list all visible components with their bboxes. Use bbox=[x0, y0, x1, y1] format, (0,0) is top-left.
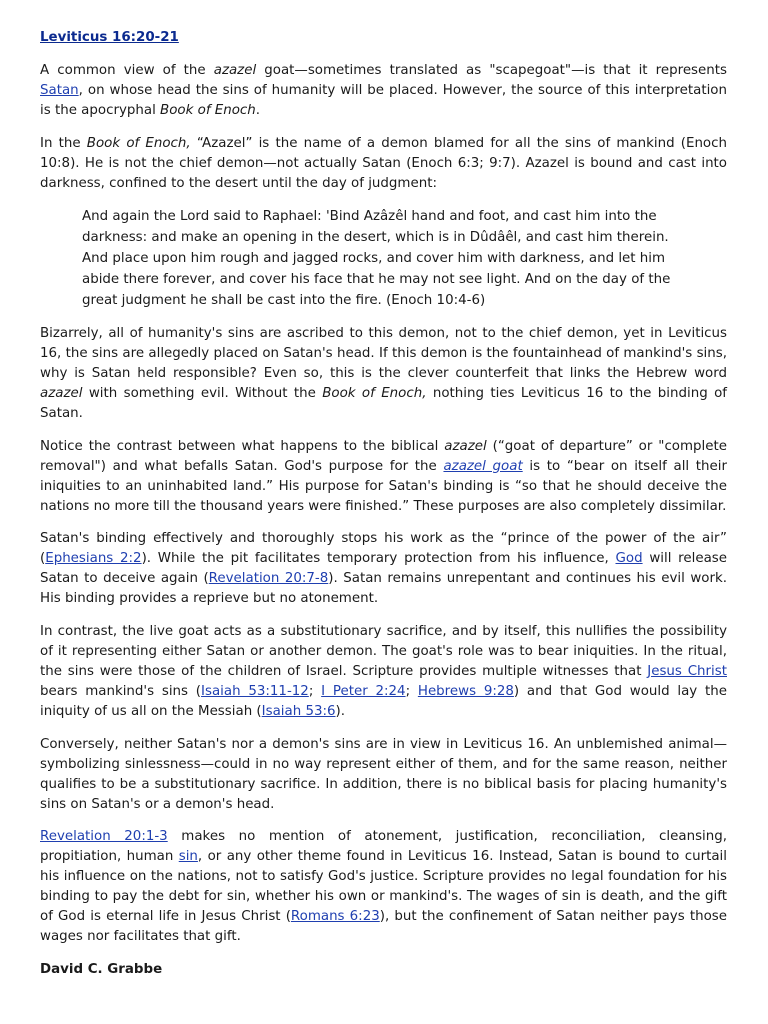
text-italic: azazel bbox=[444, 438, 487, 454]
revelation-20-1-link[interactable]: Revelation 20:1-3 bbox=[40, 829, 168, 845]
paragraph-6 bbox=[40, 622, 727, 722]
satan-link[interactable]: Satan bbox=[40, 83, 79, 98]
author-name: David C. Grabbe bbox=[40, 961, 163, 977]
text: bears mankind's sins ( bbox=[40, 683, 202, 699]
text-italic: azazel bbox=[40, 386, 83, 402]
text: ). Satan remains unrepentant and continues his evil work. His binding provides a reprieve but no atonement. bbox=[40, 571, 727, 607]
heading-scripture-link[interactable]: Leviticus 16:20-21 bbox=[40, 30, 179, 45]
text: (“goat of departure” or "complete removal") and what befalls Satan. God's purpose for the bbox=[40, 438, 727, 474]
paragraph-4 bbox=[40, 437, 727, 517]
jesus-christ-link[interactable]: Jesus Christ bbox=[647, 663, 727, 679]
azazel-goat-link[interactable] bbox=[443, 459, 522, 474]
text: Satan's binding effectively and thoroughly stops his work as the “prince of the power of the air” ( bbox=[40, 531, 727, 567]
text: ). While the pit facilitates temporary protection from his influence, bbox=[141, 551, 616, 567]
text: makes no mention of atonement, justification, reconciliation, cleansing, propitiation, human bbox=[40, 829, 728, 865]
paragraph-8 bbox=[40, 827, 727, 947]
revelation-20-7-link[interactable]: Revelation 20:7-8 bbox=[208, 571, 329, 587]
text: Notice the contrast between what happens to the biblical bbox=[40, 438, 445, 454]
romans-6-23-link[interactable]: Romans 6:23 bbox=[290, 909, 380, 925]
text: “Azazel” is the name of a demon blamed for all the sins of mankind (Enoch 10:8). He is not the chief demon—not actually Satan (Enoch 6:3; 9:7). Azazel is bound and cast into darkness, confined to the desert until the day of judgment: bbox=[40, 135, 727, 191]
text: A common view of the bbox=[40, 63, 214, 78]
text-italic: Book of Enoch, bbox=[322, 386, 427, 402]
hebrews-9-28-link[interactable]: Hebrews 9:28 bbox=[417, 683, 514, 699]
god-link[interactable]: God bbox=[615, 551, 643, 567]
text: with something evil. Without the bbox=[82, 386, 323, 402]
peter-2-24-link[interactable]: I Peter 2:24 bbox=[321, 683, 406, 699]
ephesians-link[interactable]: Ephesians 2:2 bbox=[45, 551, 142, 567]
paragraph-2 bbox=[40, 134, 727, 194]
link-text: azazel goat bbox=[443, 458, 523, 474]
text: goat—sometimes translated as "scapegoat"—is that it represents bbox=[256, 63, 727, 78]
article-heading bbox=[40, 28, 727, 48]
text: In the bbox=[40, 135, 87, 151]
text: is to “bear on itself all their iniquities to an uninhabited land.” His purpose for Satan's binding is “so that he should deceive the nations no more till the thousand years were finished.” These purposes are also completely dissimilar. bbox=[40, 458, 727, 514]
text: Bizarrely, all of humanity's sins are ascribed to this demon, not to the chief demon, yet in Leviticus 16, the sins are allegedly placed on Satan's head. If this demon is the fountainhead of mankind's sins, why is Satan held responsible? Even so, this is the clever counterfeit that links the Hebrew word bbox=[40, 326, 727, 382]
text: ). bbox=[335, 703, 346, 719]
paragraph-5 bbox=[40, 529, 727, 609]
text: nothing ties Leviticus 16 to the binding of Satan. bbox=[40, 386, 727, 422]
text: , on whose head the sins of humanity will be placed. However, the source of this interpretation is the apocryphal bbox=[40, 83, 727, 118]
text: ; bbox=[405, 683, 418, 699]
text: In contrast, the live goat acts as a substitutionary sacrifice, and by itself, this nullifies the possibility of it representing either Satan or another demon. The goat's role was to bear iniquities. In the ritual, the sins were those of the children of Israel. Scripture provides multiple witnesses that bbox=[40, 623, 727, 679]
paragraph-3 bbox=[40, 324, 727, 424]
text: ) and that God would lay the iniquity of us all on the Messiah ( bbox=[40, 683, 727, 719]
isaiah-53-6-link[interactable]: Isaiah 53:6 bbox=[261, 703, 336, 719]
text-italic: azazel bbox=[213, 63, 257, 78]
paragraph-7: Conversely, neither Satan's nor a demon's sins are in view in Leviticus 16. An unblemished animal—symbolizing sinlessness—could in no way represent either of them, and for the same reason, neither qualifies to be a substitutionary sacrifice. In addition, there is no biblical basis for placing humanity's sins on Satan's or a demon's head. bbox=[40, 736, 727, 812]
paragraph-1 bbox=[40, 61, 727, 121]
text: . bbox=[255, 103, 261, 118]
text-italic: Book of Enoch bbox=[160, 103, 256, 118]
text-italic: Book of Enoch, bbox=[86, 135, 191, 151]
sin-link[interactable]: sin bbox=[178, 849, 198, 865]
isaiah-53-11-link[interactable]: Isaiah 53:11-12 bbox=[201, 683, 309, 699]
text: ; bbox=[308, 683, 322, 699]
enoch-quote: And again the Lord said to Raphael: 'Bind Azâzêl hand and foot, and cast him into the darkness: and make an opening in the desert, which is in Dûdâêl, and cast him therein. And place upon him rough and jagged rocks, and cover him with darkness, and let him abide there forever, and cover his face that he may not see light. And on the day of the great judgment he shall be cast into the fire. (Enoch 10:4-6) bbox=[82, 209, 671, 309]
text: will release Satan to deceive again ( bbox=[40, 551, 727, 587]
text: ), but the confinement of Satan neither pays those wages nor facilitates that gift. bbox=[40, 909, 727, 945]
text: , or any other theme found in Leviticus 16. Instead, Satan is bound to curtail his influence on the nations, not to satisfy God's justice. Scripture provides no legal foundation for his binding to pay the debt for sin, whether his own or mankind's. The wages of sin is death, and the gift of God is eternal life in Jesus Christ ( bbox=[40, 849, 727, 925]
